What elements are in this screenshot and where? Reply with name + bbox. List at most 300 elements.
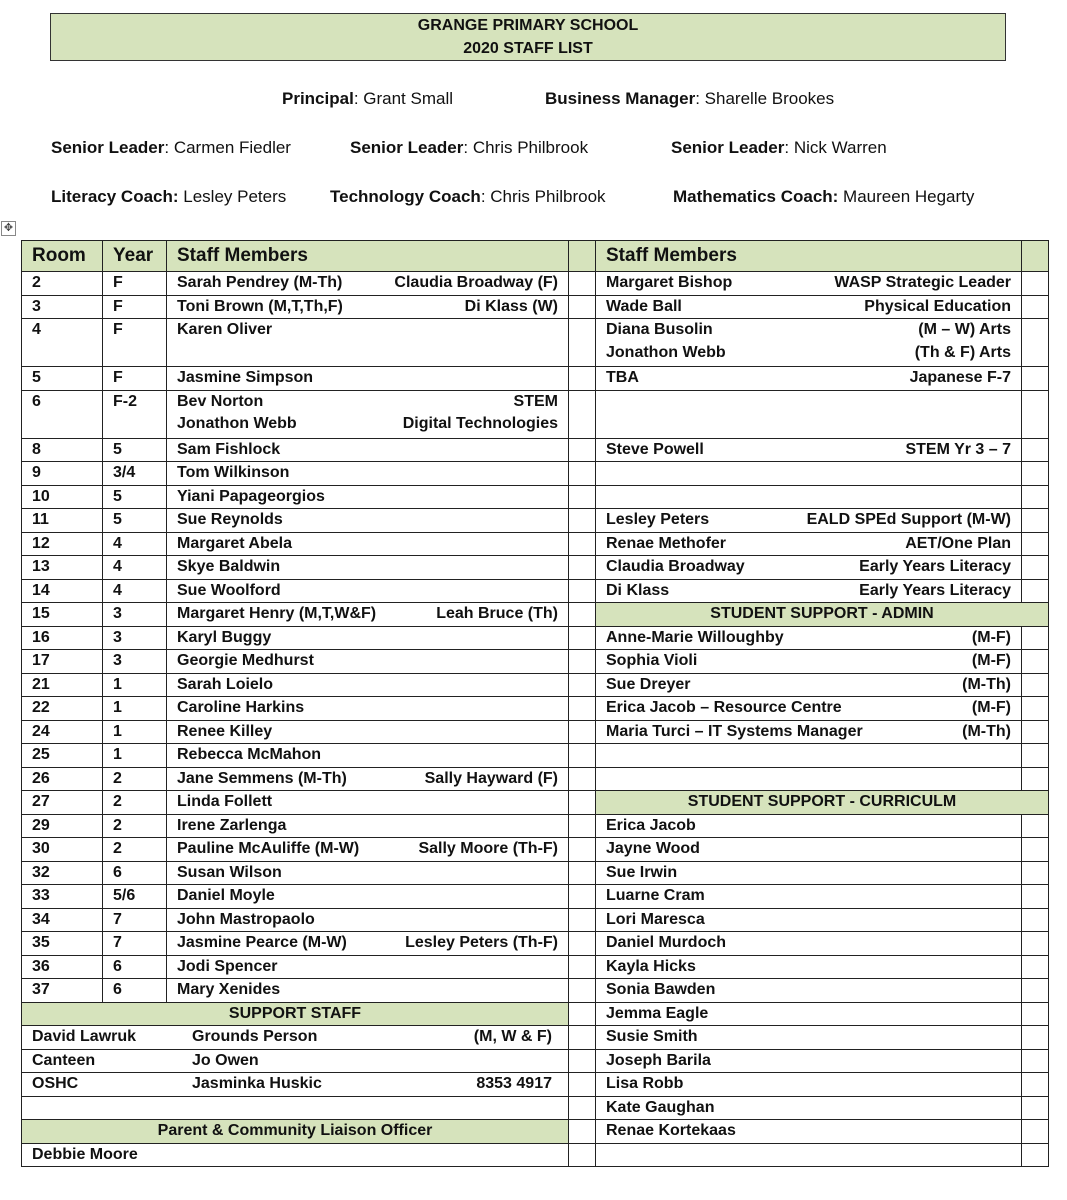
senior-leader-label: Senior Leader [51,138,165,157]
staff-right-lines [606,319,1011,364]
staff-left-cell [167,744,569,768]
table-row [22,650,1049,674]
spacer-cell [569,1143,596,1167]
support-staff-cell [22,1026,569,1050]
room-cell: 3 [22,295,103,319]
staff-left-cell [167,885,569,909]
table-row [22,791,1049,815]
technology-coach-label: Technology Coach [330,187,481,206]
staff-line [177,791,558,814]
staff-left-cell [167,955,569,979]
support-role: Jasminka Huskic [192,1075,322,1092]
year-cell: 1 [103,673,167,697]
spacer-cell [569,1120,596,1144]
staff-right-cell [596,838,1022,862]
table-row [22,720,1049,744]
staff-extra: Sally Moore (Th-F) [418,840,558,857]
staff-left-cell [167,814,569,838]
room-cell: 14 [22,579,103,603]
staff-name: Susan Wilson [177,863,282,881]
school-name: GRANGE PRIMARY SCHOOL [417,17,639,34]
staff-name: Daniel Moyle [177,887,275,904]
spacer-cell [569,1049,596,1073]
spacer-cell [1022,673,1049,697]
staff-name: Renae Methofer [606,534,727,552]
staff-name: Sonia Bawden [606,981,716,998]
support-line [32,1073,558,1096]
support-staff-row [22,1026,1049,1050]
spacer-cell [569,1096,596,1120]
table-row [22,319,1049,367]
year-cell: 1 [103,720,167,744]
senior-leader-3-line [671,138,887,158]
staff-right-cell [596,697,1022,721]
staff-extra: Sally Hayward (F) [424,769,558,787]
support-staff-title: SUPPORT STAFF [22,1002,569,1026]
table-row [22,979,1049,1003]
staff-line [606,838,1011,861]
staff-role: (M-Th) [962,722,1011,740]
support-staff-row [22,1049,1049,1073]
support-detail: (M, W & F) [473,1028,552,1045]
staff-line [606,272,1011,295]
year-cell: 2 [103,838,167,862]
staff-left-cell [167,532,569,556]
staff-left-cell [167,367,569,391]
spacer-cell [569,838,596,862]
staff-line [177,603,558,626]
staff-line [177,744,558,767]
table-row [22,908,1049,932]
support-line [32,1026,558,1049]
staff-name: John Mastropaolo [177,910,315,928]
staff-line [606,674,1011,697]
staff-line [177,439,558,462]
staff-right-cell [596,720,1022,744]
staff-line [606,580,1011,603]
staff-line [177,838,558,861]
staff-extra: Lesley Peters (Th-F) [405,934,558,951]
staff-name: Daniel Murdoch [606,934,727,951]
staff-name: Sophia Violi [606,652,698,669]
year-cell: F-2 [103,390,167,438]
staff-name: Jasmine Simpson [177,369,314,386]
staff-role: (M – W) Arts [918,321,1011,338]
staff-line [177,509,558,532]
staff-name: Sarah Pendrey (M-Th) [177,274,343,291]
room-cell: 17 [22,650,103,674]
support-staff-row [22,1073,1049,1097]
spacer-cell [569,462,596,486]
room-cell: 16 [22,626,103,650]
table-row [22,272,1049,296]
staff-left-cell [167,979,569,1003]
year-cell: 7 [103,908,167,932]
technology-coach-line [330,187,606,207]
staff-left-cell [167,838,569,862]
spacer-cell [569,390,596,438]
staff-right-cell [596,462,1022,486]
year-cell: 1 [103,697,167,721]
spacer-cell [1022,885,1049,909]
principal-name: : Grant Small [353,89,454,108]
spacer-cell [569,1026,596,1050]
staff-line [177,556,558,579]
staff-right-cell [596,626,1022,650]
room-cell: 25 [22,744,103,768]
spacer-cell [1022,1143,1049,1167]
spacer-cell [1022,579,1049,603]
staff-role: STEM Yr 3 – 7 [905,440,1011,458]
staff-name: Steve Powell [606,440,704,458]
year-cell: 6 [103,979,167,1003]
staff-line [606,885,1011,908]
room-cell: 11 [22,509,103,533]
room-cell: 26 [22,767,103,791]
spacer-cell [1022,1096,1049,1120]
senior-leader-3-name: : Nick Warren [784,138,887,157]
staff-left-cell [167,579,569,603]
staff-left-cell [167,438,569,462]
spacer-cell [1022,838,1049,862]
table-row [22,390,1049,438]
staff-right-cell [596,673,1022,697]
spacer-cell [1022,626,1049,650]
staff-role: Early Years Literacy [859,558,1011,575]
staff-line [606,556,1011,579]
year-cell: 5 [103,438,167,462]
staff-name: Jasmine Pearce (M-W) [177,934,347,951]
staff-right-cell [596,509,1022,533]
liaison-title: Parent & Community Liaison Officer [22,1120,569,1144]
staff-left-cell [167,932,569,956]
staff-right-cell [596,979,1022,1003]
table-row [22,438,1049,462]
staff-role: STEM [513,392,558,410]
year-cell: F [103,367,167,391]
staff-line [177,296,558,319]
spacer-cell [1022,720,1049,744]
staff-role: Early Years Literacy [859,581,1011,599]
staff-line [177,391,558,414]
staff-name: Margaret Bishop [606,274,733,291]
staff-name: Margaret Abela [177,534,292,552]
table-row [22,462,1049,486]
support-staff-row [22,1096,1049,1120]
spacer-cell [1022,532,1049,556]
staff-right-cell [596,390,1022,438]
spacer-cell [1022,1026,1049,1050]
staff-line [606,650,1011,673]
staff-name: Sue Dreyer [606,675,691,693]
staff-name: Jonathon Webb [177,415,297,432]
staff-line [606,533,1011,556]
staff-right-cell [596,556,1022,580]
staff-left-cell [167,272,569,296]
staff-line [177,697,558,720]
table-row [22,932,1049,956]
business-manager-label: Business Manager [545,89,696,108]
year-cell: 3 [103,650,167,674]
technology-coach-name: : Chris Philbrook [480,187,606,206]
spacer-cell [569,438,596,462]
spacer-cell [569,485,596,509]
room-cell: 37 [22,979,103,1003]
staff-left-cell [167,509,569,533]
staff-left-cell [167,603,569,627]
staff-line [177,956,558,979]
staff-name: Irene Zarlenga [177,816,287,834]
staff-right-cell [596,650,1022,674]
spacer-cell [569,673,596,697]
spacer-cell [569,767,596,791]
spacer-cell [1022,390,1049,438]
senior-leader-1-name: : Carmen Fiedler [164,138,291,157]
support-staff-cell [22,1049,569,1073]
mathematics-coach-name: Maureen Hegarty [838,187,975,206]
year-cell: F [103,295,167,319]
spacer-cell [1022,1120,1049,1144]
spacer-cell [1022,556,1049,580]
staff-role: Japanese F-7 [909,369,1011,386]
room-cell: 10 [22,485,103,509]
staff-name: Di Klass [606,581,670,599]
staff-line [177,272,558,295]
spacer-cell [1022,979,1049,1003]
staff-name: Skye Baldwin [177,558,281,575]
staff-right-cell [596,295,1022,319]
staff-name: Jayne Wood [606,840,700,857]
staff-left-cell [167,462,569,486]
table-row [22,955,1049,979]
spacer-cell [569,603,596,627]
year-cell: 3/4 [103,462,167,486]
staff-name: Yiani Papageorgios [177,487,325,505]
staff-name: Maria Turci – IT Systems Manager [606,722,863,740]
staff-line [606,319,1011,342]
staff-right-cell [596,955,1022,979]
room-header: Room [22,241,103,272]
staff-line [606,815,1011,838]
staff-right-cell [596,532,1022,556]
support-detail [462,1050,552,1073]
staff-line [177,650,558,673]
staff-line [606,342,1011,365]
spacer-cell [569,556,596,580]
staff-left-cell [167,861,569,885]
spacer-cell [1022,697,1049,721]
senior-leader-label: Senior Leader [671,138,785,157]
liaison-row [22,1143,1049,1167]
staff-name: Margaret Henry (M,T,W&F) [177,605,377,622]
principal-label: Principal [282,89,354,108]
staff-right-cell: Susie Smith [596,1026,1022,1050]
spacer-cell [1022,1002,1049,1026]
spacer-cell [1022,367,1049,391]
literacy-coach-name: Lesley Peters [178,187,287,206]
room-cell: 30 [22,838,103,862]
staff-right-cell [596,932,1022,956]
spacer-cell [1022,955,1049,979]
staff-left-cell [167,767,569,791]
staff-left-lines [177,391,558,436]
staff-name: TBA [606,369,639,386]
spacer-cell [569,241,596,272]
spacer-cell [1022,485,1049,509]
room-cell: 33 [22,885,103,909]
staff-name: Luarne Cram [606,887,705,904]
spacer-cell [1022,744,1049,768]
year-cell: 6 [103,861,167,885]
support-staff-header-row [22,1002,1049,1026]
title-banner [50,13,1006,61]
principal-line [282,89,453,109]
year-cell: 6 [103,955,167,979]
spacer-cell [1022,272,1049,296]
section-header-cell: STUDENT SUPPORT - ADMIN [596,603,1049,627]
table-row [22,367,1049,391]
literacy-coach-label: Literacy Coach: [51,187,179,206]
staff-line [177,580,558,603]
staff-extra: Di Klass (W) [464,297,558,315]
staff-name: Sue Woolford [177,581,281,599]
room-cell: 12 [22,532,103,556]
staff-right-cell [596,579,1022,603]
staff-name: Kayla Hicks [606,957,696,975]
year-cell: 2 [103,814,167,838]
staff-name: Rebecca McMahon [177,746,322,763]
spacer-cell [1022,462,1049,486]
table-move-handle-icon[interactable]: ✥ [1,221,16,236]
staff-right-cell [596,908,1022,932]
spacer-cell [569,814,596,838]
staff-line [606,367,1011,390]
staff-right-cell [596,885,1022,909]
year-cell: 4 [103,556,167,580]
room-cell: 36 [22,955,103,979]
spacer-cell [569,791,596,815]
staff-line [177,319,558,342]
spacer-cell [569,744,596,768]
year-cell: 2 [103,767,167,791]
room-cell: 35 [22,932,103,956]
staff-left-cell [167,485,569,509]
room-cell: 13 [22,556,103,580]
staff-name: Jane Semmens (M-Th) [177,769,347,787]
spacer-cell [1022,1073,1049,1097]
section-header-cell: STUDENT SUPPORT - CURRICULM [596,791,1049,815]
support-name: OSHC [32,1075,79,1092]
room-cell: 29 [22,814,103,838]
mathematics-coach-line [673,187,974,207]
staff-line [177,862,558,885]
business-manager-name: : Sharelle Brookes [695,89,835,108]
table-row [22,603,1049,627]
room-cell: 21 [22,673,103,697]
staff-name: Tom Wilkinson [177,464,290,481]
staff-role: (M-F) [971,699,1011,716]
staff-left-cell [167,791,569,815]
staff-name: Claudia Broadway [606,558,745,575]
support-name: Canteen [32,1051,96,1069]
staff-role: AET/One Plan [905,534,1011,552]
staff-left-cell [167,295,569,319]
staff-role: (Th & F) Arts [914,343,1011,361]
senior-leader-2-name: : Chris Philbrook [463,138,589,157]
staff-left-header: Staff Members [167,241,569,272]
room-cell: 24 [22,720,103,744]
staff-name: Wade Ball [606,297,682,315]
year-cell: 7 [103,932,167,956]
staff-name: Linda Follett [177,793,273,810]
staff-name: Sue Reynolds [177,511,283,528]
staff-right-cell [596,767,1022,791]
table-row [22,295,1049,319]
staff-name: Karyl Buggy [177,628,272,646]
staff-name: Georgie Medhurst [177,652,314,669]
room-cell: 9 [22,462,103,486]
spacer-cell [1022,908,1049,932]
support-staff-cell [22,1073,569,1097]
year-cell: 5 [103,509,167,533]
year-cell: 5 [103,485,167,509]
staff-name: Jodi Spencer [177,957,278,975]
staff-name: Renee Killey [177,722,273,740]
staff-name: Karen Oliver [177,321,273,338]
staff-right-cell [596,1143,1022,1167]
staff-line [606,439,1011,462]
staff-name: Anne-Marie Willoughby [606,628,784,646]
staff-left-cell [167,556,569,580]
staff-line [177,721,558,744]
staff-line [177,674,558,697]
staff-extra: Claudia Broadway (F) [394,274,558,291]
table-row [22,485,1049,509]
staff-line [177,932,558,955]
support-detail: 8353 4917 [476,1075,552,1092]
staff-role: Physical Education [864,297,1011,315]
spacer-cell [569,1073,596,1097]
staff-table [21,240,1049,1167]
table-row [22,767,1049,791]
staff-right-cell [596,319,1022,367]
spacer-cell [569,955,596,979]
table-row [22,626,1049,650]
staff-left-cell [167,908,569,932]
table-row [22,814,1049,838]
staff-line [606,697,1011,720]
table-row [22,579,1049,603]
staff-name: Toni Brown (M,T,Th,F) [177,297,343,315]
staff-role: EALD SPEd Support (M-W) [806,511,1011,528]
staff-name: Sarah Loielo [177,675,274,693]
staff-line [177,486,558,509]
spacer-cell [1022,509,1049,533]
spacer-cell [1022,295,1049,319]
literacy-coach-line [51,187,286,207]
staff-name: Diana Busolin [606,321,713,338]
staff-line [606,627,1011,650]
staff-list-year: 2020 STAFF LIST [463,40,593,57]
spacer-cell [569,1002,596,1026]
table-header-row [22,241,1049,272]
spacer-cell [569,509,596,533]
staff-left-cell [167,673,569,697]
spacer-cell [1022,932,1049,956]
support-name: David Lawruk [32,1028,137,1045]
staff-name: Jonathon Webb [606,343,726,361]
business-manager-line [545,89,834,109]
